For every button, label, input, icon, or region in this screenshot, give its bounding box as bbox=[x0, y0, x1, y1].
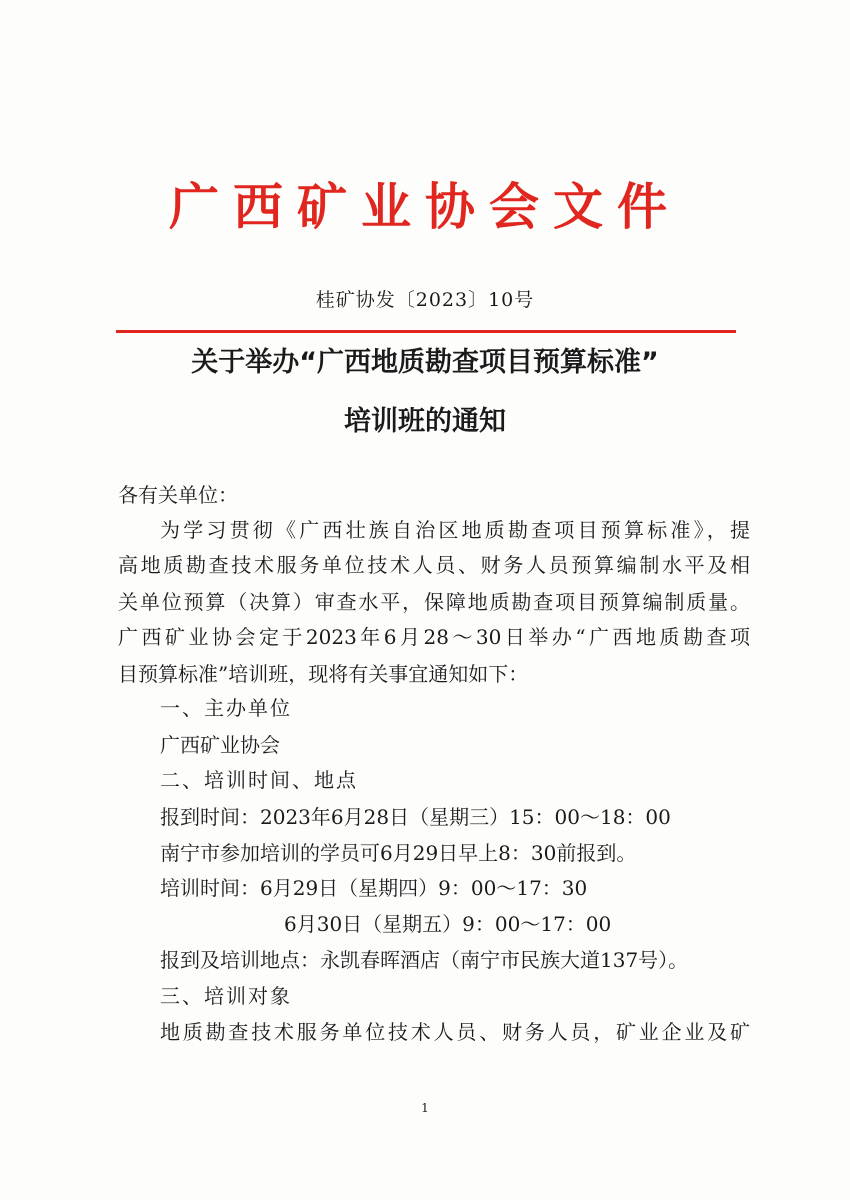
document-number: 桂矿协发〔2023〕10号 bbox=[315, 289, 535, 311]
intro-line-2: 高地质勘查技术服务单位技术人员、财务人员预算编制水平及相 bbox=[118, 553, 750, 577]
intro-line-3: 关单位预算（决算）审查水平，保障地质勘查项目预算编制质量。 bbox=[118, 590, 750, 614]
section-2-heading: 二、培训时间、地点 bbox=[160, 768, 358, 792]
section-1-text: 广西矿业协会 bbox=[160, 733, 280, 757]
early-report-note: 南宁市参加培训的学员可6月29日早上8：30前报到。 bbox=[160, 841, 637, 865]
red-separator-line bbox=[116, 330, 736, 333]
notice-title-line-1: 关于举办“广西地质勘查项目预算标准” bbox=[191, 347, 659, 378]
section-3-text: 地质勘查技术服务单位技术人员、财务人员，矿业企业及矿 bbox=[160, 1020, 750, 1044]
intro-line-4: 广西矿业协会定于2023年6月28～30日举办“广西地质勘查项 bbox=[118, 625, 750, 649]
training-time-day-2: 6月30日（星期五）9：00～17：00 bbox=[284, 912, 612, 936]
page-number: 1 bbox=[421, 1101, 429, 1115]
venue: 报到及培训地点：永凯春晖酒店（南宁市民族大道137号）。 bbox=[160, 948, 689, 972]
section-1-heading: 一、主办单位 bbox=[160, 696, 292, 720]
section-3-heading: 三、培训对象 bbox=[160, 984, 292, 1008]
intro-line-1: 为学习贯彻《广西壮族自治区地质勘查项目预算标准》，提 bbox=[160, 518, 750, 542]
org-document-title: 广西矿业协会文件 bbox=[169, 177, 681, 236]
report-time: 报到时间：2023年6月28日（星期三）15：00～18：00 bbox=[160, 805, 671, 829]
training-time-day-1: 培训时间：6月29日（星期四）9：00～17：30 bbox=[160, 876, 588, 900]
notice-title-line-2: 培训班的通知 bbox=[344, 406, 506, 437]
intro-line-5: 目预算标准”培训班，现将有关事宜通知如下： bbox=[118, 662, 529, 686]
salutation: 各有关单位： bbox=[118, 483, 238, 507]
